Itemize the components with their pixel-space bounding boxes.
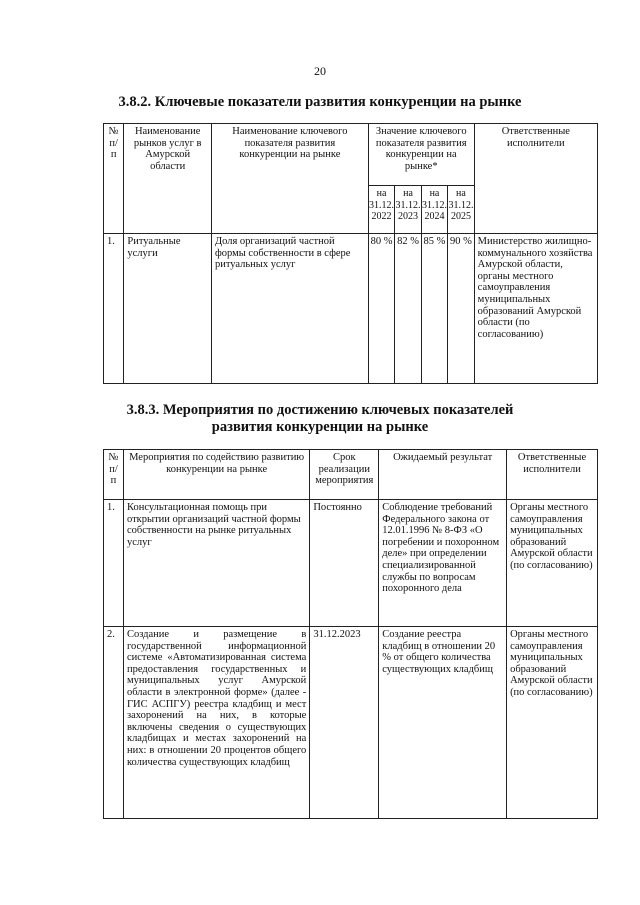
header-responsible: Ответственные исполнители (507, 450, 598, 500)
row-responsible: Органы местного самоуправления муниципальных образований Амурской области (по согласованию) (507, 500, 598, 627)
section-title-line: 3.8.3. Мероприятия по достижению ключевых показателей (126, 402, 514, 418)
row-value: 85 % (421, 234, 447, 384)
section-title-measures (0, 402, 640, 436)
header-num: № п/п (104, 124, 124, 234)
row-result: Создание реестра кладбищ в отношении 20 % от общего количества существующих кладбищ (379, 627, 507, 819)
row-result: Соблюдение требований Федерального закона от 12.01.1996 № 8-ФЗ «О погребении и похоронном деле» при определении специализированной службы по вопросам похоронного дела (379, 500, 507, 627)
header-term: Срок реализации мероприятия (310, 450, 379, 500)
row-term: Постоянно (310, 500, 379, 627)
section-title-line: развития конкуренции на рынке (211, 419, 429, 435)
header-year: на 31.12. 2024 (421, 186, 447, 234)
header-value: Значение ключевого показателя развития конкуренции на рынке* (368, 124, 474, 186)
page-number: 20 (314, 64, 326, 78)
row-responsible: Органы местного самоуправления муниципальных образований Амурской области (по согласованию) (507, 627, 598, 819)
header-year: на 31.12. 2023 (395, 186, 421, 234)
row-market: Ритуальные услуги (124, 234, 212, 384)
header-year: на 31.12. 2025 (448, 186, 474, 234)
table-row (104, 627, 598, 819)
header-indicator: Наименование ключевого показателя развития конкуренции на рынке (211, 124, 368, 234)
section-title-key-indicators: 3.8.2. Ключевые показатели развития конкуренции на рынке (118, 94, 522, 110)
row-num: 2. (104, 627, 124, 819)
row-responsible: Министерство жилищно-коммунального хозяйства Амурской области, органы местного самоуправления муниципальных образований Амурской области (по согласованию) (474, 234, 597, 384)
header-year: на 31.12. 2022 (368, 186, 394, 234)
row-value: 90 % (448, 234, 474, 384)
row-measure: Создание и размещение в государственной информационной системе «Автоматизированная система предоставления государственных и муниципальных услуг Амурской области в электронной форме» (далее - ГИС АСПГУ) реестра кладбищ и мест захоронений на них, в которые включены сведения о существующих кладбищах и местах захоронений на них: в отношении 20 процентов общего количества существующих кладбищ (123, 627, 309, 819)
row-value: 82 % (395, 234, 421, 384)
row-value: 80 % (368, 234, 394, 384)
header-market: Наименование рынков услуг в Амурской области (124, 124, 212, 234)
row-indicator: Доля организаций частной формы собственности в сфере ритуальных услуг (211, 234, 368, 384)
table-row (104, 234, 598, 384)
table-row (104, 500, 598, 627)
row-num: 1. (104, 500, 124, 627)
row-num: 1. (104, 234, 124, 384)
row-measure: Консультационная помощь при открытии организаций частной формы собственности на рынке ритуальных услуг (123, 500, 309, 627)
measures-table (103, 449, 598, 819)
header-responsible: Ответственные исполнители (474, 124, 597, 234)
header-num: № п/п (104, 450, 124, 500)
key-indicators-table (103, 123, 598, 384)
header-result: Ожидаемый результат (379, 450, 507, 500)
header-measure: Мероприятия по содействию развитию конкуренции на рынке (123, 450, 309, 500)
row-term: 31.12.2023 (310, 627, 379, 819)
